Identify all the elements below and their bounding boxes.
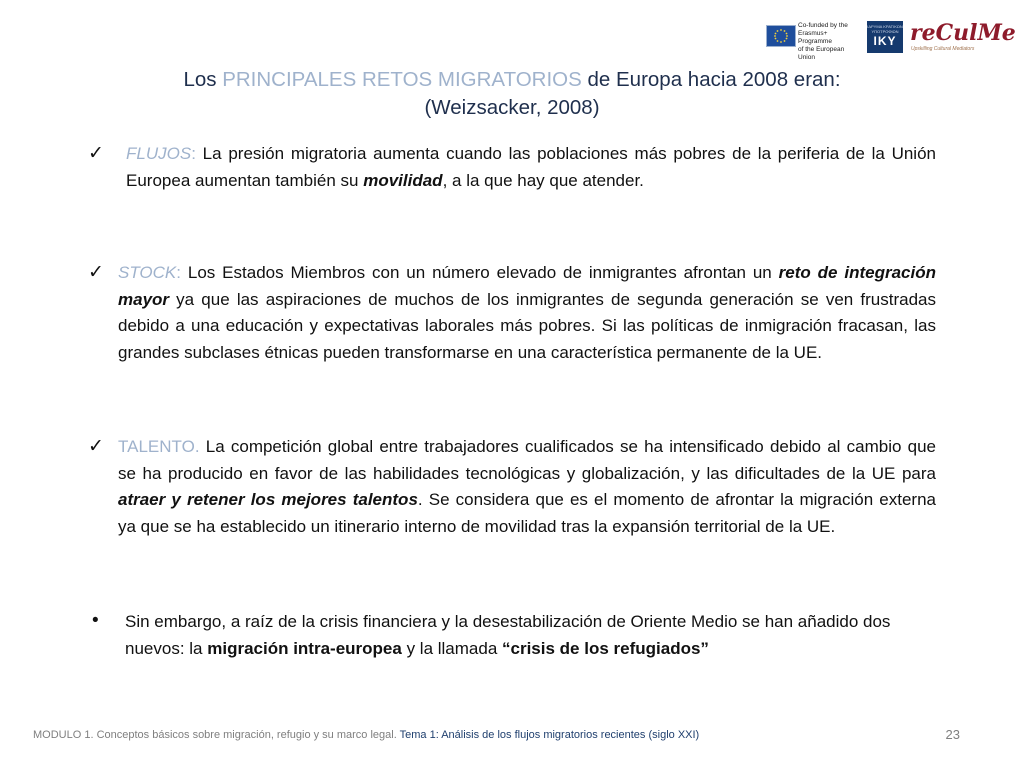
title-citation: (Weizsacker, 2008) — [424, 96, 600, 119]
partner-logos — [760, 16, 1016, 61]
slide-footer — [33, 729, 699, 741]
item-sin-embargo: Sin embargo, a raíz de la crisis financiera y la desestabilización de Oriente Medio se han añadido dos nuevos: la migración intra-europea y la llamada “crisis de los refugiados” — [125, 612, 891, 658]
page-number: 23 — [945, 727, 960, 742]
item-talento: TALENTO. La competición global entre trabajadores cualificados se ha intensificado debido al cambio que se ha producido en favor de las habilidades tecnológicas y globalización, y las dificultades de la UE para atraer y retener los mejores talentos. Se considera que es el momento de afrontar la migración externa ya que se ha establecido un itinerario interno de movilidad tras la expansión territorial de la UE. — [118, 437, 936, 536]
keyword-talento: TALENTO. — [118, 437, 200, 456]
iky-logo: ΙΔΡΥΜΑ ΚΡΑΤΙΚΩΝ ΥΠΟΤΡΟΦΙΩΝ IKY — [867, 21, 903, 53]
keyword-stock: STOCK — [118, 263, 177, 282]
checkmark-icon: ✓ — [88, 262, 104, 283]
item-flujos: FLUJOS: La presión migratoria aumenta cuando las poblaciones más pobres de la periferia de la Unión Europea aumentan también su movilidad, a la que hay que atender. — [126, 144, 936, 190]
bullet-icon: • — [92, 610, 99, 631]
reculme-tagline: Upskilling Cultural Mediators — [911, 46, 975, 52]
erasmus-logo-text: Co-funded by the Erasmus+ Programme of the European Union — [798, 22, 848, 61]
footer-module: MODULO 1. Conceptos básicos sobre migración, refugio y su marco legal. — [33, 729, 397, 741]
footer-topic: Tema 1: Análisis de los flujos migratorios recientes (siglo XXI) — [396, 729, 700, 741]
item-stock: STOCK: Los Estados Miembros con un número elevado de inmigrantes afrontan un reto de integración mayor ya que las aspiraciones de muchos de los inmigrantes de segunda generación se ven frustradas debido a una educación y expectativas laborales más pobres. Si las políticas de inmigración fracasan, las grandes subclases étnicas pueden transformarse en una característica permanente de la UE. — [118, 263, 937, 362]
title-highlight: PRINCIPALES RETOS MIGRATORIOS — [222, 68, 582, 91]
checkmark-icon: ✓ — [88, 143, 104, 164]
keyword-flujos: FLUJOS — [126, 144, 192, 163]
slide-title: Los PRINCIPALES RETOS MIGRATORIOS de Europa hacia 2008 eran: (Weizsacker, 2008) — [80, 66, 944, 122]
checkmark-icon: ✓ — [88, 436, 104, 457]
reculme-logo: reCulMe — [910, 20, 1016, 46]
eu-flag-icon — [766, 25, 796, 47]
